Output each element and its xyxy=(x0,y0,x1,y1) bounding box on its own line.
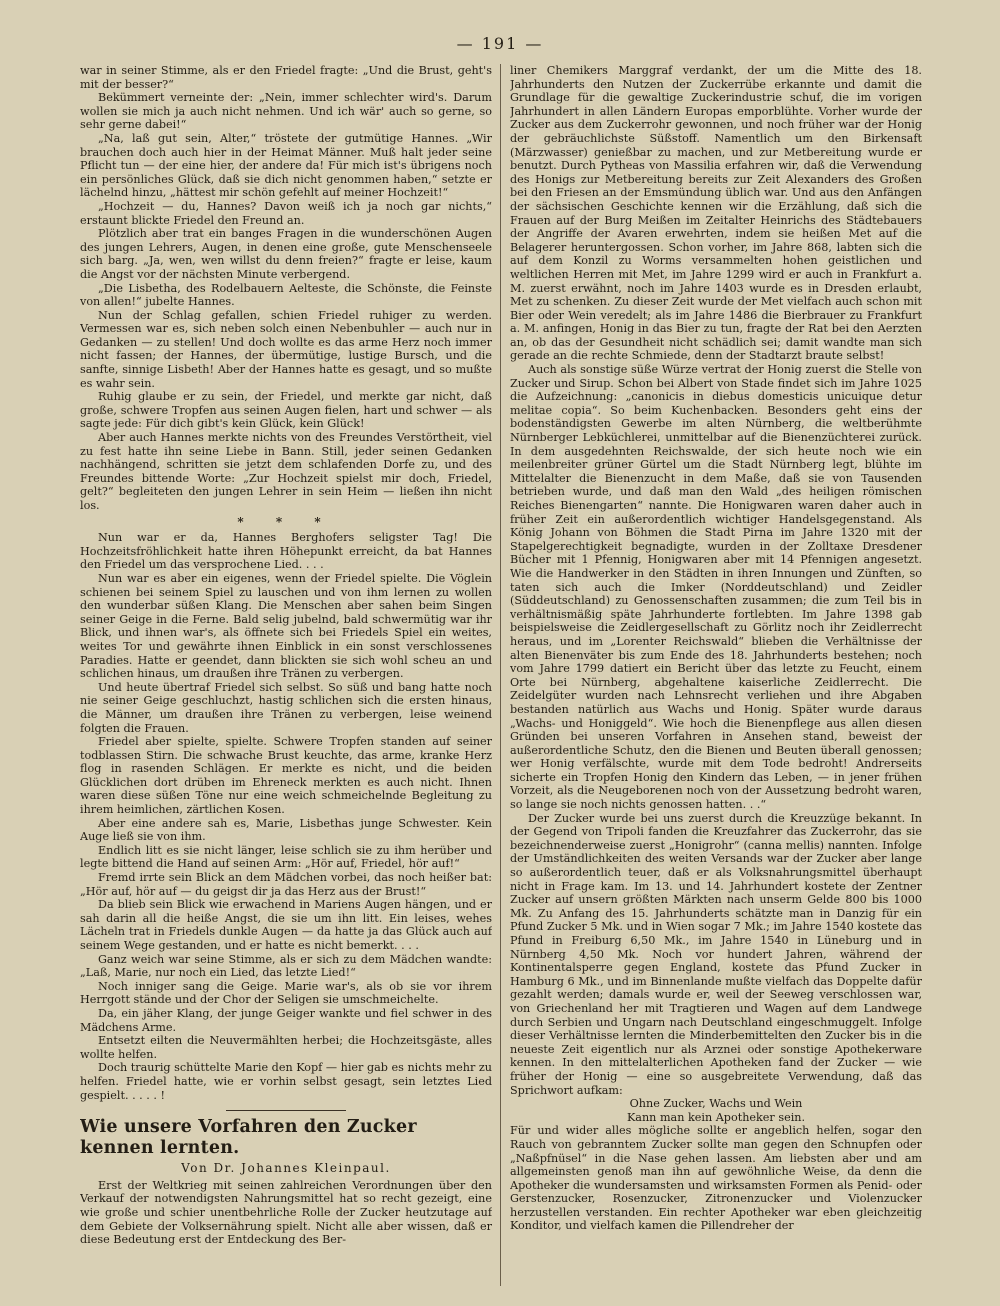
article-paragraph: Der Zucker wurde bei uns zuerst durch die Kreuzzüge bekannt. In der Gegend von Tripoli fanden die Kreuzfahrer das Zuckerrohr, das sie bezeichnenderweise zuerst „Honigrohr“ (canna mellis) nannten. Infolge der Umständlichkeiten des weiten Versands war der Zucker aber lange so außerordentlich teuer, daß er als Volksnahrungsmittel überhaupt nicht in Frage kam. Im 13. und 14. Jahrhundert kostete der Zentner Zucker auf unsern größten Märkten nach unserm Gelde 800 bis 1000 Mk. Zu Anfang des 15. Jahrhunderts schätzte man in Danzig für ein Pfund Zucker 5 Mk. und in Wien sogar 7 Mk.; im Jahre 1540 kostete das Pfund in Freiburg 6,50 Mk., im Jahre 1540 in Lüneburg und in Nürnberg 4,50 Mk. Noch vor hundert Jahren, während der Kontinentalsperre gegen England, kostete das Pfund Zucker in Hamburg 6 Mk., und im Binnenlande mußte vielfach das Doppelte dafür gezahlt werden; damals wurde er, weil der Seeweg verschlossen war, von Griechenland her mit Tragtieren und Wagen auf dem Landwege durch Serbien und Ungarn nach Deutschland eingeschmuggelt. Infolge dieser Verhältnisse lernten die Minderbemittelten den Zucker bis in die neueste Zeit eigentlich nur als Arznei oder sonstige Apothekerware kennen. In den mittelalterlichen Apotheken fand der Zucker — wie früher der Honig — eine so ausgebreitete Verwendung, daß das Sprichwort aufkam: xyxy=(510,811,922,1097)
story-paragraph: war in seiner Stimme, als er den Friedel fragte: „Und die Brust, geht's mit der besser?“ xyxy=(80,64,492,91)
page-number: — 191 — xyxy=(456,34,544,53)
story-paragraph: Aber eine andere sah es, Marie, Lisbethas junge Schwester. Kein Auge ließ sie von ihm. xyxy=(80,816,492,844)
story-paragraph: Ganz weich war seine Stimme, als er sich zu dem Mädchen wandte: „Laß, Marie, nur noch ein Lied, das letzte Lied!“ xyxy=(80,952,492,980)
verse-line: Kann man kein Apotheker sein. xyxy=(626,1110,806,1124)
story-paragraph: „Die Lisbetha, des Rodelbauern Aelteste, die Schönste, die Feinste von allen!“ jubelte Hannes. xyxy=(80,281,492,309)
story-part-1 xyxy=(80,64,492,513)
story-paragraph: Doch traurig schüttelte Marie den Kopf — hier gab es nichts mehr zu helfen. Friedel hatte, wie er vorhin selbst gesagt, sein letztes Lied gespielt. . . . . ! xyxy=(80,1061,492,1102)
article-title: Wie unsere Vorfahren den Zucker kennen lernten. xyxy=(80,1117,417,1159)
article-paragraph: Erst der Weltkrieg mit seinen zahlreichen Verordnungen über den Verkauf der notwendigsten Nahrungsmittel hat so recht gezeigt, eine wie große und schier unentbehrliche Rolle der Zucker heutzutage auf dem Gebiete der Volksernährung spielt. Nicht alle aber wissen, daß er diese Bedeutung erst der Entdeckung des Ber- xyxy=(80,1178,492,1247)
left-column xyxy=(80,64,492,1289)
article-paragraph: liner Chemikers Marggraf verdankt, der um die Mitte des 18. Jahrhunderts den Nutzen der Zuckerrübe erkannte und damit die Grundlage für die gewaltige Zuckerindustrie schuf, die im vorigen Jahrhundert in allen Ländern Europas emporblühte. Vorher wurde der Zucker aus dem Zuckerrohr gewonnen, und noch früher war der Honig der gebräuchlichste Süßstoff. Namentlich um den Birkensaft (Märzwasser) genießbar zu machen, und zur Metbereitung wurde er benutzt. Durch Pytheas von Massilia erfahren wir, daß die Verwendung des Honigs zur Metbereitung bereits zur Zeit Alexanders des Großen bei den Friesen an der Emsmündung üblich war. Und aus den Anfängen der sächsischen Geschichte kennen wir die Erzählung, daß sich die Frauen auf der Burg Meißen im Zeitalter Heinrichs des Städtebauers der Angriffe der Avaren erwehrten, indem sie heißen Met auf die Belagerer heruntergossen. Schon vorher, im Jahre 868, labten sich die auf dem Konzil zu Worms versammelten hohen geistlichen und weltlichen Herren mit Met, im Jahre 1299 wird er auch in Frankfurt a. M. zuerst erwähnt, noch im Jahre 1403 wurde es in Dresden erlaubt, Met zu schenken. Zu dieser Zeit wurde der Met vielfach auch schon mit Bier oder Wein veredelt; als im Jahre 1486 die Bierbrauer zu Frankfurt a. M. anfingen, Honig in das Bier zu tun, fragte der Rat bei den Aerzten an, ob das der Gesundheit nicht schädlich sei; damit wandte man sich gerade an die rechte Schmiede, denn der Stadtarzt braute selbst! xyxy=(510,64,922,363)
story-paragraph: Bekümmert verneinte der: „Nein, immer schlechter wird's. Darum wollen sie mich ja auch nicht nehmen. Und ich wär' auch so gerne, so sehr gerne dabei!“ xyxy=(80,91,492,132)
story-paragraph: Aber auch Hannes merkte nichts von des Freundes Verstörtheit, viel zu fest hatte ihn seine Liebe in Bann. Still, jeder seinen Gedanken nachhängend, schritten sie jetzt dem schlafenden Dorfe zu, und des Freundes bittende Worte: „Zur Hochzeit spielst mir doch, Friedel, gelt?“ begleiteten den jungen Lehrer in sein Heim — ließen ihn nicht los. xyxy=(80,431,492,512)
story-part-2 xyxy=(80,531,492,1102)
story-paragraph: Fremd irrte sein Blick an dem Mädchen vorbei, das noch heißer bat: „Hör auf, hör auf — du geigst dir ja das Herz aus der Brust!“ xyxy=(80,871,492,898)
story-paragraph: Nun der Schlag gefallen, schien Friedel ruhiger zu werden. Vermessen war es, sich neben solch einen Nebenbuhler — auch nur in Gedanken — zu stellen! Und doch wollte es das arme Herz noch immer nicht fassen; der Hannes, der übermütige, lustige Bursch, und die sanfte, sinnige Lisbeth! Aber der Hannes hatte es gesagt, und so mußte es wahr sein. xyxy=(80,308,492,390)
story-paragraph: Nun war es aber ein eigenes, wenn der Friedel spielte. Die Vöglein schienen bei seinem Spiel zu lauschen und von ihm lernen zu wollen den wunderbar süßen Klang. Die Menschen aber sahen beim Singen seiner Geige in die Ferne. Bald selig jubelnd, bald schwermütig war ihr Blick, und ihnen war's, als öffnete sich bei Friedels Spiel ein weites, weites Tor und gewährte ihnen Einblick in ein sonst verschlossenes Paradies. Hatte er geendet, dann blickten sie sich wohl scheu an und schlichen hinaus, um draußen ihre Tränen zu verbergen. xyxy=(80,571,492,681)
article-byline: Von Dr. Johannes Kleinpaul. xyxy=(181,1161,391,1176)
column-rule xyxy=(500,64,501,1286)
divider xyxy=(226,1110,346,1111)
story-paragraph: „Na, laß gut sein, Alter,“ tröstete der gutmütige Hannes. „Wir brauchen doch auch hier in der Heimat Männer. Muß halt jeder seine Pflicht tun — der eine hier, der andere da! Für mich ist's übrigens noch ein persönliches Glück, daß sie dich nicht genommen haben,“ setzte er lächelnd hinzu, „hättest mir schön gefehlt auf meiner Hochzeit!“ xyxy=(80,131,492,200)
section-separator: * * * xyxy=(237,514,335,529)
story-paragraph: Endlich litt es sie nicht länger, leise schlich sie zu ihm herüber und legte bittend die Hand auf seinen Arm: „Hör auf, Friedel, hör auf!“ xyxy=(80,843,492,871)
story-paragraph: Ruhig glaube er zu sein, der Friedel, und merkte gar nicht, daß große, schwere Tropfen aus seinen Augen fielen, hart und schwer — als sagte jede: Für dich gibt's kein Glück, kein Glück! xyxy=(80,390,492,431)
article-paragraph: Für und wider alles mögliche sollte er angeblich helfen, sogar den Rauch von gebranntem Zucker sollte man gegen den Schnupfen oder „Naßpfnüsel“ in die Nase gehen lassen. Am liebsten aber und am allgemeinsten genoß man ihn auf gewöhnliche Weise, da denn die Apotheker die wundersamsten und wirksamsten Formen als Penid- oder Gerstenzucker, Rosenzucker, Zitronenzucker und Violenzucker herzustellen verstanden. Ein rechter Apotheker war eben gleichzeitig Konditor, und vielfach kamen die Pillendreher der xyxy=(510,1124,922,1233)
story-paragraph: Plötzlich aber trat ein banges Fragen in die wunderschönen Augen des jungen Lehrers, Augen, in denen eine große, gute Menschenseele sich barg. „Ja, wen, wen willst du denn freien?“ fragte er leise, kaum die Angst vor der nächsten Minute verbergend. xyxy=(80,227,492,281)
verse-line: Ohne Zucker, Wachs und Wein xyxy=(629,1097,803,1111)
story-paragraph: Noch inniger sang die Geige. Marie war's, als ob sie vor ihrem Herrgott stände und der Chor der Seligen sie umschmeichelte. xyxy=(80,979,492,1007)
story-paragraph: Da, ein jäher Klang, der junge Geiger wankte und fiel schwer in des Mädchens Arme. xyxy=(80,1006,492,1034)
right-column xyxy=(510,64,922,1289)
article-paragraph: Auch als sonstige süße Würze vertrat der Honig zuerst die Stelle von Zucker und Sirup. Schon bei Albert von Stade findet sich im Jahre 1025 die Aufzeichnung: „canonicis in diebus domesticis unicuique detur melitae copia“. So beim Kuchenbacken. Besonders geht eins der bodenständigsten Gewerbe im alten Nürnberg, die weltberühmte Nürnberger Lebküchlerei, unmittelbar auf die Bienenzüchterei zurück. In dem ausgedehnten Reichswalde, der sich heute noch wie ein meilenbreiter grüner Gürtel um die Stadt Nürnberg legt, blühte im Mittelalter die Bienenzucht in dem Maße, daß sie von Tausenden betrieben wurde, und daß man den Wald „des heiligen römischen Reiches Bienengarten“ nannte. Die Honigwaren waren daher auch in früher Zeit ein außerordentlich wichtiger Handelsgegenstand. Als König Johann von Böhmen die Stadt Pirna im Jahre 1320 mit der Stapelgerechtigkeit begnadigte, wurden in der Zolltaxe Dresdener Bücher mit 1 Pfennig, Honigwaren aber mit 14 Pfennigen angesetzt. Wie die Handwerker in den Städten in ihren Innungen und Zünften, so taten sich auch die Imker (Norddeutschland) und Zeidler (Süddeutschland) zu Genossenschaften zusammen; die zum Teil bis in verhältnismäßig späte Jahrhunderte fortlebten. Im Jahre 1398 gab beispielsweise die Zeidlergesellschaft zu Görlitz noch ihr Zeidlerrecht heraus, und im „Lorenter Reichswald“ blieben die Verhältnisse der alten Bienenväter bis zum Ende des 18. Jahrhunderts bestehen; noch vom Jahre 1799 datiert ein Bericht über das letzte zu Feucht, einem Orte bei Nürnberg, abgehaltene kaiserliche Zeidlerrecht. Die Zeidelgüter wurden nach Lehnsrecht verliehen und ihre Abgaben bestanden natürlich aus Wachs und Honig. Später wurde daraus „Wachs- und Honiggeld“. Wie hoch die Bienenpflege aus allen diesen Gründen bei unseren Vorfahren in Ansehen stand, beweist der außerordentliche Schutz, den die Bienen und Beuten überall genossen; wer Honig verfälschte, wurde mit dem Tode bedroht! Andrerseits sicherte ein Tropfen Honig den Kindern das Leben, — in jener frühen Vorzeit, als die Neugeborenen noch von der Aussetzung bedroht waren, so lange sie noch nichts genossen hatten. . .“ xyxy=(510,363,922,812)
story-paragraph: Entsetzt eilten die Neuvermählten herbei; die Hochzeitsgäste, alles wollte helfen. xyxy=(80,1034,492,1061)
story-paragraph: Friedel aber spielte, spielte. Schwere Tropfen standen auf seiner todblassen Stirn. Die schwache Brust keuchte, das arme, kranke Herz flog in rasenden Schlägen. Er merkte es nicht, und die beiden Glücklichen dort drüben im Ehreneck merkten es auch nicht. Ihnen waren diese süßen Töne nur eine weich schmeichelnde Begleitung zu ihrem heimlichen, zärtlichen Kosen. xyxy=(80,735,492,817)
story-paragraph: „Hochzeit — du, Hannes? Davon weiß ich ja noch gar nichts,“ erstaunt blickte Friedel den Freund an. xyxy=(80,199,492,227)
story-paragraph: Nun war er da, Hannes Berghofers seligster Tag! Die Hochzeitsfröhlichkeit hatte ihren Höhepunkt erreicht, da bat Hannes den Friedel um das versprochene Lied. . . . xyxy=(80,531,492,572)
story-paragraph: Da blieb sein Blick wie erwachend in Mariens Augen hängen, und er sah darin all die heiße Angst, die sie um ihn litt. Ein leises, wehes Lächeln trat in Friedels dunkle Augen — da hatte ja das Glück auch auf seinem Wege gestanden, und er hatte es nicht bemerkt. . . . xyxy=(80,898,492,952)
story-paragraph: Und heute übertraf Friedel sich selbst. So süß und bang hatte noch nie seiner Geige geschluchzt, hastig schlichen sich die ersten hinaus, die Männer, um draußen ihre Tränen zu verbergen, leise weinend folgten die Frauen. xyxy=(80,680,492,735)
